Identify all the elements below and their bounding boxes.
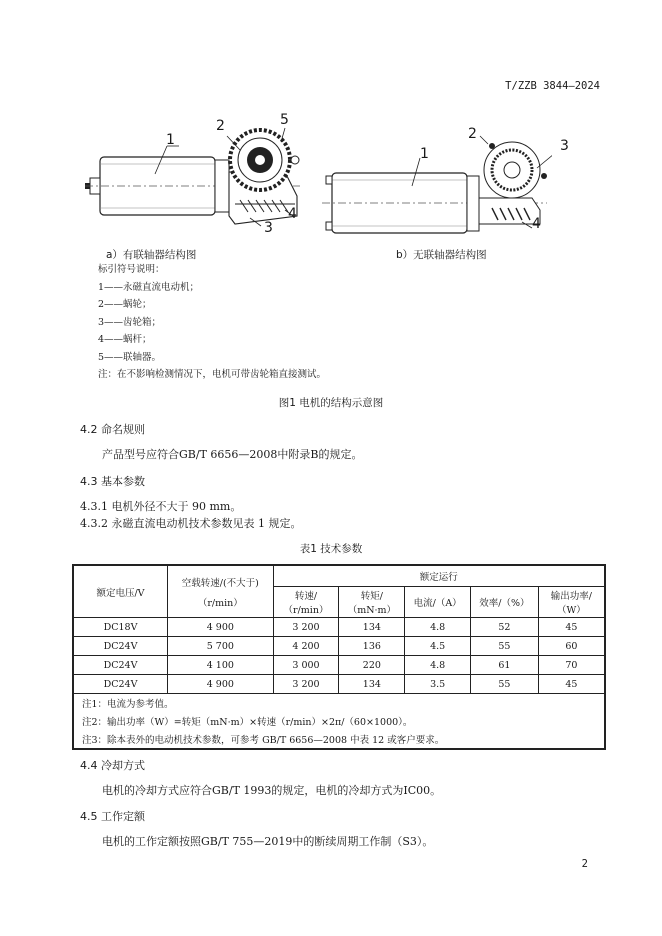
header-power-line2: （W） <box>556 605 586 616</box>
legend-item: 5——联轴器。 <box>98 351 162 363</box>
cell-current: 3.5 <box>405 675 471 694</box>
callout-a-4: 4 <box>288 206 297 222</box>
figure-title: 图1 电机的结构示意图 <box>278 397 384 409</box>
page-number: 2 <box>581 858 588 870</box>
cell-torque: 134 <box>339 675 405 694</box>
header-current: 电流/（A） <box>405 587 471 618</box>
section-4-5-heading: 4.5 工作定额 <box>80 810 145 823</box>
cell-speed: 4 200 <box>273 637 339 656</box>
cell-voltage: DC18V <box>73 618 168 637</box>
cell-efficiency: 61 <box>471 656 539 675</box>
cell-noload-speed: 4 900 <box>168 675 274 694</box>
standard-number: T/ZZB 3844—2024 <box>505 80 600 92</box>
header-rated-operation: 额定运行 <box>273 565 605 587</box>
cell-voltage: DC24V <box>73 675 168 694</box>
callout-b-4: 4 <box>532 216 541 232</box>
cell-current: 4.8 <box>405 656 471 675</box>
section-4-2-heading: 4.2 命名规则 <box>80 423 145 436</box>
cell-torque: 136 <box>339 637 405 656</box>
cell-noload-speed: 4 100 <box>168 656 274 675</box>
cell-noload-speed: 5 700 <box>168 637 274 656</box>
header-noload-speed-line1: 空载转速/(不大于) <box>181 577 259 589</box>
header-power-line1: 输出功率/ <box>550 591 592 602</box>
header-output-power <box>538 587 605 618</box>
header-speed-line2: （r/min） <box>283 605 329 616</box>
header-torque-line1: 转矩/ <box>360 591 383 602</box>
cell-efficiency: 55 <box>471 675 539 694</box>
callout-b-3: 3 <box>560 138 569 154</box>
table-row <box>73 618 605 637</box>
section-4-5-text: 电机的工作定额按照GB/T 755—2019中的断续周期工作制（S3）。 <box>102 835 434 848</box>
table-row <box>73 675 605 694</box>
spec-table <box>72 564 606 750</box>
cell-current: 4.5 <box>405 637 471 656</box>
cell-power: 45 <box>538 675 605 694</box>
cell-speed: 3 200 <box>273 675 339 694</box>
section-4-2-text: 产品型号应符合GB/T 6656—2008中附录B的规定。 <box>102 448 363 461</box>
callout-b-1: 1 <box>420 146 429 162</box>
callout-a-1: 1 <box>166 132 175 148</box>
callout-a-2: 2 <box>216 118 225 134</box>
cell-noload-speed: 4 900 <box>168 618 274 637</box>
cell-power: 60 <box>538 637 605 656</box>
legend-item: 4——蜗杆； <box>98 334 152 345</box>
legend-item: 3——齿轮箱； <box>98 316 162 328</box>
table-note-3: 注3：除本表外的电动机技术参数，可参考 GB/T 6656—2008 中表 12 或客户要求。 <box>73 730 605 749</box>
caption-b: b）无联轴器结构图 <box>396 249 487 261</box>
table-note-2: 注2：输出功率（W）=转矩（mN·m）×转速（r/min）×2π/（60×1000）。 <box>73 712 605 730</box>
caption-a: a）有联轴器结构图 <box>106 249 197 261</box>
header-voltage: 额定电压/V <box>73 565 168 618</box>
cell-speed: 3 200 <box>273 618 339 637</box>
legend-item: 1——永磁直流电动机； <box>98 281 200 293</box>
section-4-4-text: 电机的冷却方式应符合GB/T 1993的规定，电机的冷却方式为IC00。 <box>102 784 442 797</box>
section-4-3-heading: 4.3 基本参数 <box>80 475 145 488</box>
cell-efficiency: 55 <box>471 637 539 656</box>
header-noload-speed <box>168 565 274 618</box>
cell-current: 4.8 <box>405 618 471 637</box>
cell-torque: 134 <box>339 618 405 637</box>
legend <box>98 261 326 384</box>
section-4-4-heading: 4.4 冷却方式 <box>80 759 145 772</box>
cell-power: 45 <box>538 618 605 637</box>
figure-note: 注：在不影响检测情况下，电机可带齿轮箱直接测试。 <box>98 369 327 380</box>
header-noload-speed-line2: （r/min） <box>197 597 243 609</box>
header-speed <box>273 587 339 618</box>
table-note-1: 注1：电流为参考值。 <box>73 694 605 713</box>
callout-a-3: 3 <box>264 220 273 236</box>
figure-a-drawing <box>85 112 315 242</box>
cell-speed: 3 000 <box>273 656 339 675</box>
table-row <box>73 656 605 675</box>
header-speed-line1: 转速/ <box>294 591 318 602</box>
legend-title: 标引符号说明： <box>98 264 165 275</box>
callout-a-5: 5 <box>280 112 289 128</box>
header-torque <box>339 587 405 618</box>
cell-voltage: DC24V <box>73 656 168 675</box>
clause-4-3-2: 4.3.2 永磁直流电动机技术参数见表 1 规定。 <box>80 517 302 530</box>
header-efficiency: 效率/（%） <box>471 587 539 618</box>
cell-power: 70 <box>538 656 605 675</box>
cell-efficiency: 52 <box>471 618 539 637</box>
legend-item: 2——蜗轮； <box>98 299 152 310</box>
figure-b-drawing <box>322 128 552 243</box>
header-torque-line2: （mN·m） <box>347 605 397 616</box>
table-title: 表1 技术参数 <box>299 543 363 555</box>
clause-4-3-1: 4.3.1 电机外径不大于 90 mm。 <box>80 500 242 513</box>
cell-torque: 220 <box>339 656 405 675</box>
cell-voltage: DC24V <box>73 637 168 656</box>
callout-b-2: 2 <box>468 126 477 142</box>
table-row <box>73 637 605 656</box>
